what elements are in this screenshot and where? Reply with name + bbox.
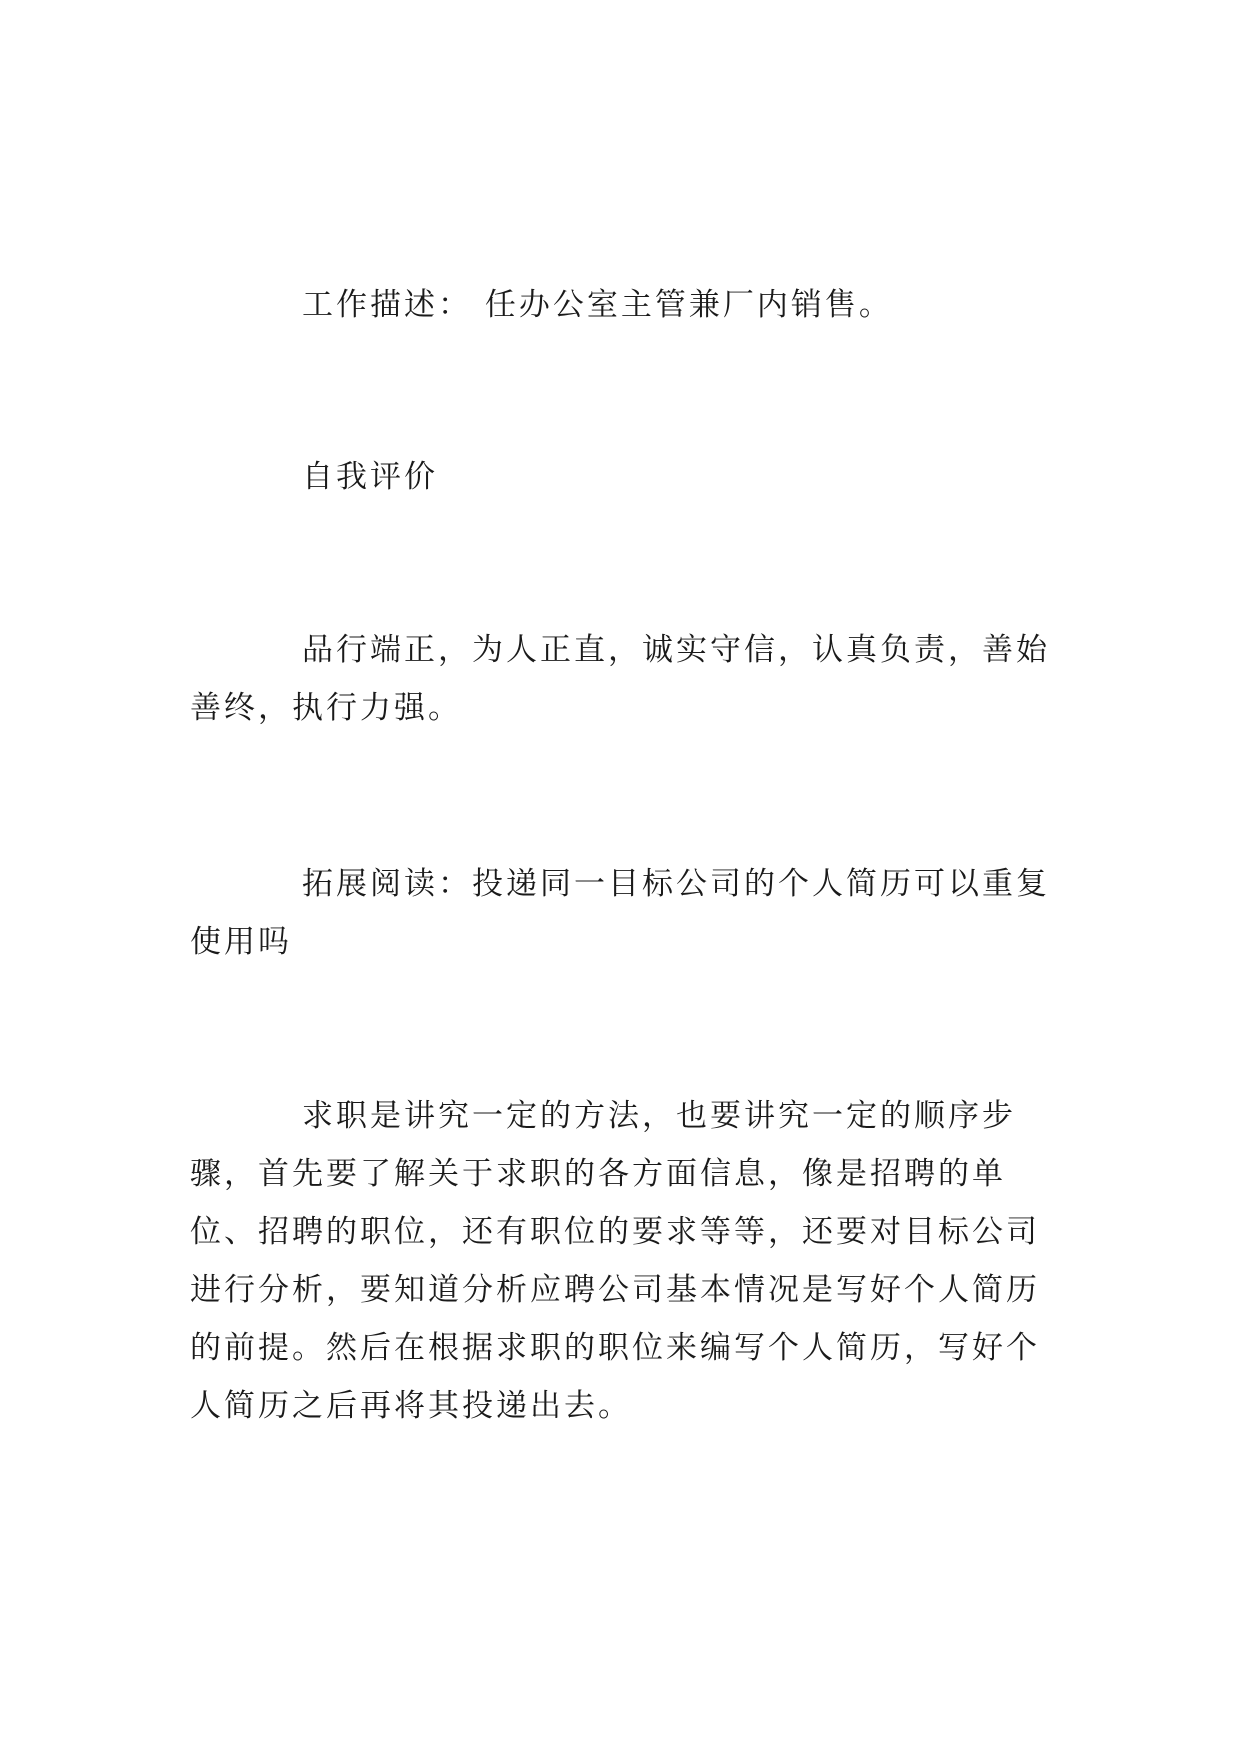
extended-reading-body: 求职是讲究一定的方法，也要讲究一定的顺序步骤，首先要了解关于求职的各方面信息，像是招聘的单位、招聘的职位，还有职位的要求等等，还要对目标公司进行分析，要知道分析应聘公司基本情况是写好个人简历的前提。然后在根据求职的职位来编写个人简历，写好个人简历之后再将其投递出去。 bbox=[190, 1098, 1040, 1424]
job-description-paragraph: 工作描述： 任办公室主管兼厂内销售。 bbox=[302, 287, 893, 323]
self-evaluation-heading: 自我评价 bbox=[302, 459, 438, 495]
extended-reading-title: 拓展阅读：投递同一目标公司的个人简历可以重复使用吗 bbox=[190, 866, 1050, 960]
self-evaluation-paragraph: 品行端正，为人正直，诚实守信，认真负责，善始善终，执行力强。 bbox=[190, 632, 1050, 726]
